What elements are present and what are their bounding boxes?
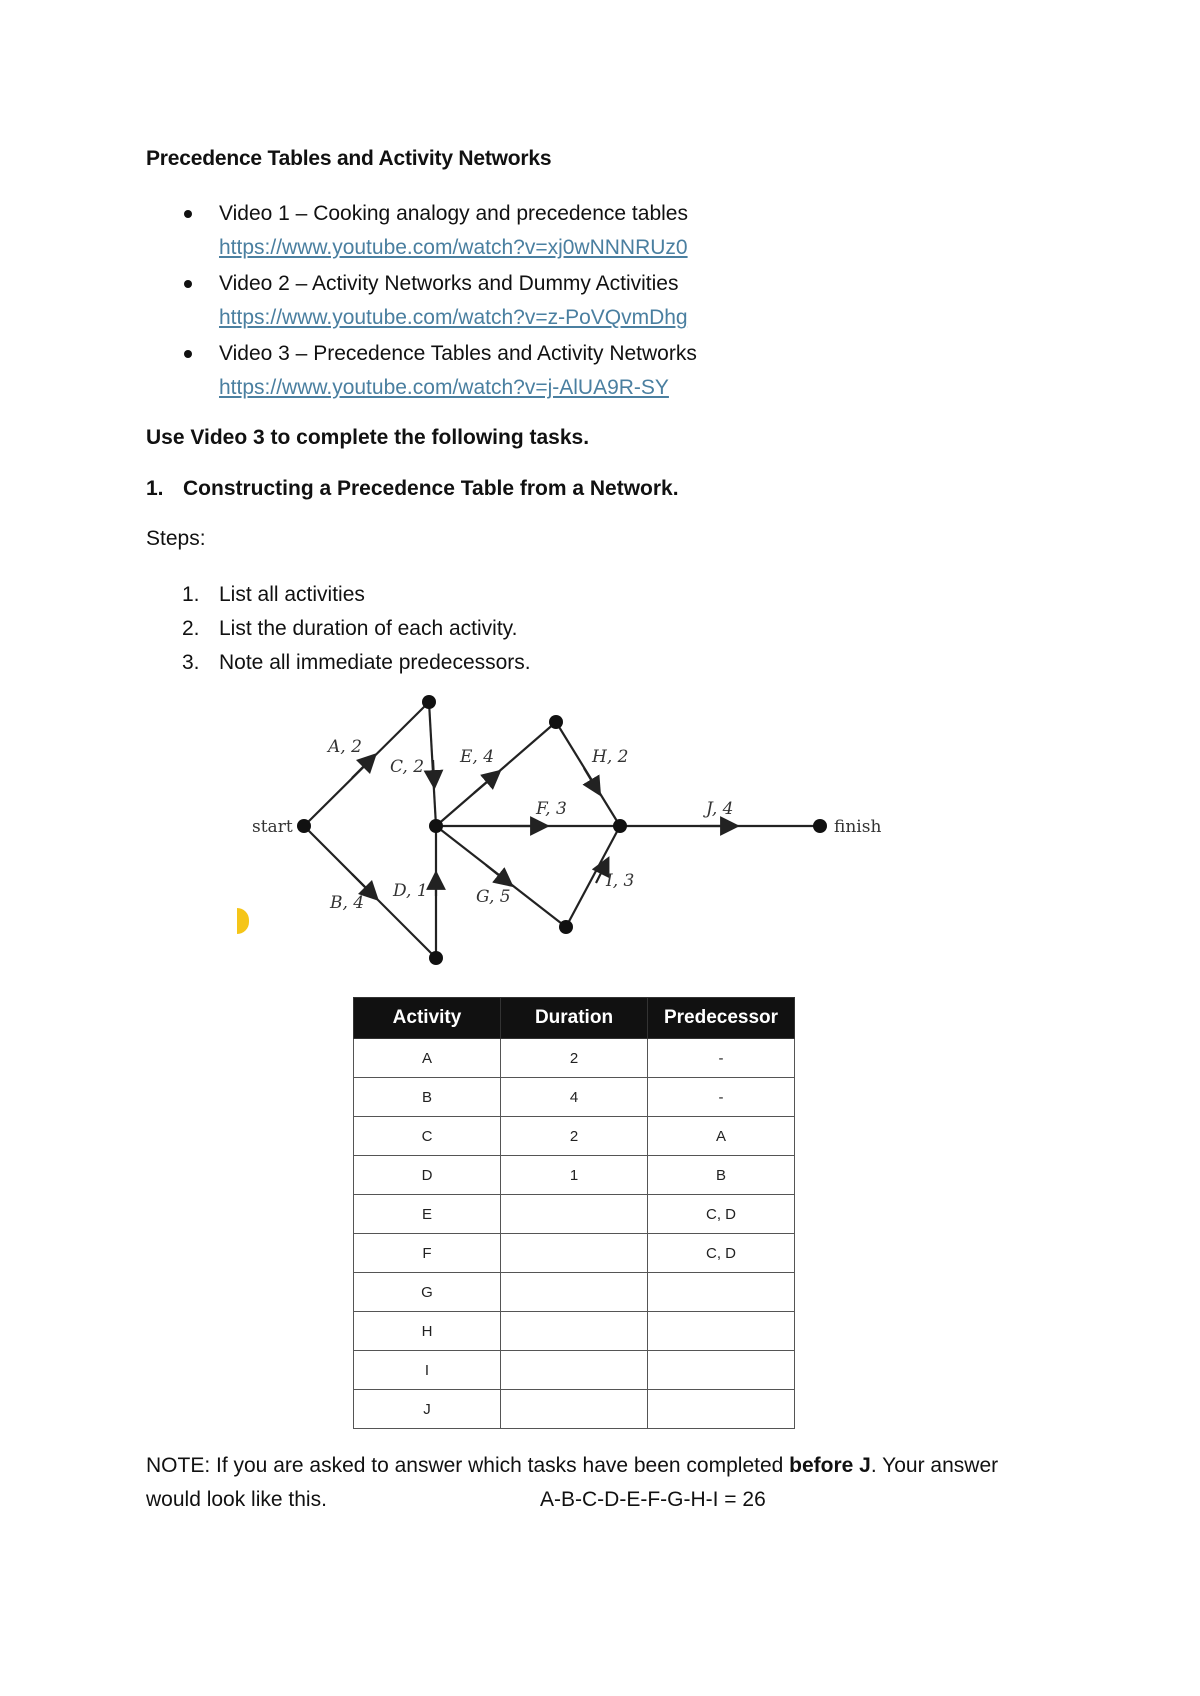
node-bottom [429,951,443,965]
cell-predecessor [648,1351,795,1390]
note-prefix: NOTE: If you are asked to answer which tasks have been completed [146,1454,790,1477]
edge-label-c: C, 2 [390,757,425,777]
table-row [354,1312,795,1351]
precedence-table [353,997,795,1429]
edge-label-j: J, 4 [706,799,734,819]
note-answer: A-B-C-D-E-F-G-H-I = 26 [540,1488,766,1511]
page-title: Precedence Tables and Activity Networks [146,147,552,170]
video-item-3 [146,337,697,405]
step-item [146,612,531,646]
section-heading [146,477,679,501]
cell-activity: D [354,1156,501,1195]
video-item-2 [146,267,697,335]
video-link[interactable]: https://www.youtube.com/watch?v=j-AlUA9R-SY [219,376,669,399]
edge-label-e: E, 4 [460,747,495,767]
cell-predecessor [648,1312,795,1351]
edge-c-arrow [433,760,434,780]
instruction-heading: Use Video 3 to complete the following tasks. [146,426,590,449]
table-row [354,1234,795,1273]
cell-duration [501,1390,648,1429]
table-row [354,1078,795,1117]
table-row [354,1039,795,1078]
cell-activity: J [354,1390,501,1429]
cell-predecessor: A [648,1117,795,1156]
bullet-icon [184,350,192,358]
table-row [354,1351,795,1390]
cell-activity: B [354,1078,501,1117]
cell-predecessor: B [648,1156,795,1195]
edge-label-d: D, 1 [393,881,428,901]
activity-network-diagram [240,690,920,980]
bullet-icon [184,210,192,218]
cell-activity: H [354,1312,501,1351]
node-bottom-right [559,920,573,934]
cell-activity: G [354,1273,501,1312]
edge-label-b: B, 4 [330,893,365,913]
cell-duration [501,1273,648,1312]
cell-duration: 2 [501,1039,648,1078]
table-header-row [354,998,795,1039]
step-item [146,578,531,612]
section-title: Constructing a Precedence Table from a Network. [183,477,679,500]
table-row [354,1390,795,1429]
column-header-activity: Activity [354,998,501,1039]
cell-activity: I [354,1351,501,1390]
cell-predecessor [648,1390,795,1429]
cell-duration [501,1312,648,1351]
video-item-1 [146,197,697,265]
cell-activity: A [354,1039,501,1078]
note-paragraph [146,1449,1046,1517]
node-center [429,819,443,833]
table-row [354,1117,795,1156]
table-row [354,1195,795,1234]
cell-activity: F [354,1234,501,1273]
video-label: Video 2 – Activity Networks and Dummy Activities [219,272,679,295]
table-row [354,1156,795,1195]
edge-h-arrow [584,768,596,788]
node-finish [813,819,827,833]
step-number: 3. [182,651,200,674]
video-list [146,197,697,407]
edge-label-a: A, 2 [328,737,362,757]
edge-label-f: F, 3 [536,799,567,819]
table-row [354,1273,795,1312]
step-item [146,646,531,680]
cell-duration [501,1234,648,1273]
note-bold: before J [789,1454,871,1477]
cell-predecessor: - [648,1078,795,1117]
step-text: List the duration of each activity. [219,617,518,640]
edge-b-arrow [352,874,372,894]
edge-a-arrow [352,760,370,778]
video-label: Video 1 – Cooking analogy and precedence tables [219,202,688,225]
column-header-predecessor: Predecessor [648,998,795,1039]
steps-label: Steps: [146,527,206,550]
video-link[interactable]: https://www.youtube.com/watch?v=z-PoVQvmDhg [219,306,688,329]
start-label: start [252,817,293,837]
node-right-center [613,819,627,833]
bullet-icon [184,280,192,288]
cell-duration: 4 [501,1078,648,1117]
step-text: List all activities [219,583,365,606]
step-number: 2. [182,617,200,640]
section-number: 1. [146,477,164,500]
video-link[interactable]: https://www.youtube.com/watch?v=xj0wNNNRUz0 [219,236,688,259]
cell-duration: 1 [501,1156,648,1195]
cell-predecessor: - [648,1039,795,1078]
cell-duration [501,1195,648,1234]
note-suffix: . Your answer would look like this. [146,1454,999,1511]
node-top-right [549,715,563,729]
cell-predecessor [648,1273,795,1312]
edge-g-arrow [486,865,506,881]
steps-list [146,578,531,680]
edge-label-h: H, 2 [592,747,629,767]
edge-label-i: I, 3 [606,871,635,891]
edge-e-arrow [474,776,494,793]
node-top-left [422,695,436,709]
step-text: Note all immediate predecessors. [219,651,531,674]
cell-predecessor: C, D [648,1195,795,1234]
finish-label: finish [834,817,882,837]
node-start [297,819,311,833]
cell-duration [501,1351,648,1390]
cell-activity: C [354,1117,501,1156]
cell-predecessor: C, D [648,1234,795,1273]
column-header-duration: Duration [501,998,648,1039]
cell-duration: 2 [501,1117,648,1156]
video-label: Video 3 – Precedence Tables and Activity Networks [219,342,697,365]
step-number: 1. [182,583,200,606]
cell-activity: E [354,1195,501,1234]
edge-label-g: G, 5 [476,887,511,907]
